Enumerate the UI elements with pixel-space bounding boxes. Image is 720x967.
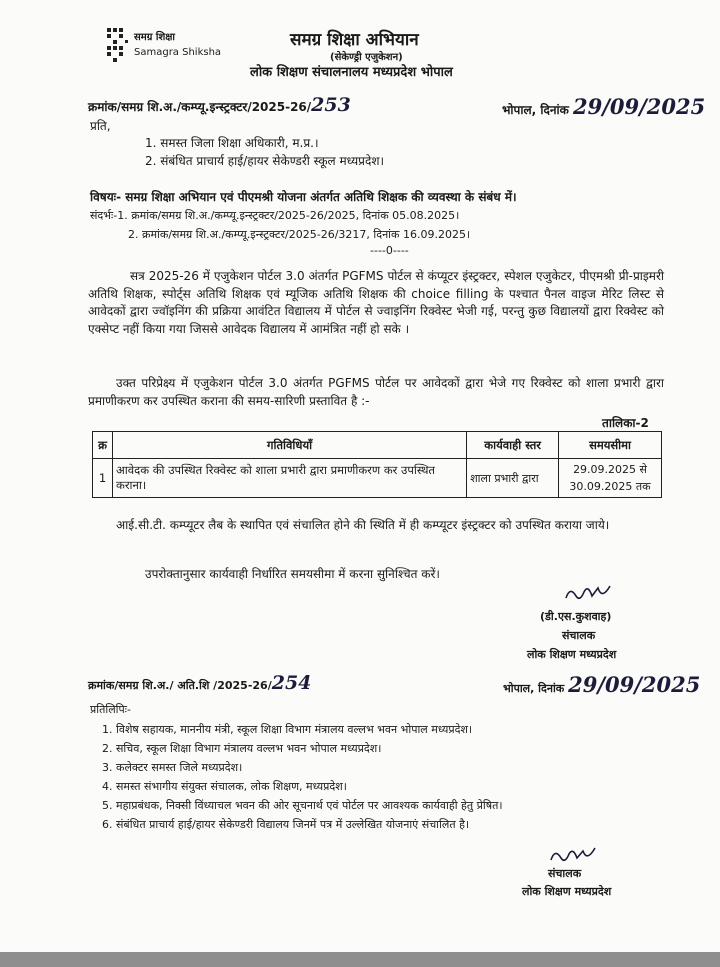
signatory-designation: संचालक	[562, 629, 596, 642]
bottom-edge	[0, 952, 720, 967]
table-caption: तालिका-2	[602, 416, 649, 430]
copy-to-item: 4. समस्त संभागीय संयुक्त संचालक, लोक शिक्षण, मध्यप्रदेश।	[102, 780, 347, 793]
copy-to-item: 1. विशेष सहायक, माननीय मंत्री, स्कूल शिक्षा विभाग मंत्रालय वल्लभ भवन भोपाल मध्यप्रदेश।	[102, 723, 473, 736]
body-paragraph: उपरोक्तानुसार कार्यवाही निर्धारित समयसीमा में करना सुनिश्चित करें।	[145, 567, 440, 581]
addressee-item: 1. समस्त जिला शिक्षा अधिकारी, म.प्र.।	[145, 136, 319, 150]
addressee-label: प्रति,	[90, 119, 111, 133]
reference-number: क्रमांक/समग्र शि.अ./ अति.शि /2025-26/	[88, 679, 272, 692]
letter-date	[503, 672, 700, 697]
column-header: क्र	[93, 432, 113, 459]
logo-text-hindi: समग्र शिक्षा	[134, 32, 176, 43]
reference-number: क्रमांक/समग्र शि.अ./कम्प्यू.इन्स्ट्रक्टर/2025-26/	[88, 100, 312, 114]
logo-mark-icon	[104, 25, 130, 67]
cell-serial: 1	[93, 459, 113, 498]
copy-to-label: प्रतिलिपिः-	[90, 703, 131, 716]
schedule-table	[92, 431, 662, 498]
handwritten-reference: 254	[271, 672, 312, 694]
deadline-end: 30.09.2025 तक	[569, 480, 651, 493]
table-row	[93, 459, 662, 498]
table-header-row	[93, 432, 662, 459]
cell-deadline	[559, 459, 662, 498]
organization-title: समग्र शिक्षा अभियान	[290, 30, 419, 50]
column-header: समयसीमा	[559, 432, 662, 459]
copy-to-item: 6. संबंधित प्राचार्य हाई/हायर सेकेण्डरी विद्यालय जिनमें पत्र में उल्लेखित योजनाएं संचालित है।	[102, 818, 470, 831]
signatory-office: लोक शिक्षण मध्यप्रदेश	[527, 648, 617, 661]
subject-line: विषयः- समग्र शिक्षा अभियान एवं पीएमश्री योजना अंतर्गत अतिथि शिक्षक की व्यवस्था के संबंध में।	[90, 190, 517, 204]
organization-subtitle: (सेकेण्ड्री एजुकेशन)	[330, 52, 403, 63]
column-header: कार्यवाही स्तर	[467, 432, 559, 459]
signatory-name: (डी.एस.कुशवाह)	[540, 610, 612, 623]
copy-to-item: 5. महाप्रबंधक, निक्सी विंध्याचल भवन की ओर सूचनार्थ एवं पोर्टल पर आवश्यक कार्यवाही हेतु प्रेषित।	[102, 799, 503, 812]
separator: ----0----	[370, 244, 409, 257]
date-label: भोपाल, दिनांक	[503, 682, 565, 695]
handwritten-date: 29/09/2025	[573, 94, 706, 119]
letter-date	[502, 94, 705, 119]
copy-to-item: 3. कलेक्टर समस्त जिले मध्यप्रदेश।	[102, 761, 243, 774]
deadline-start: 29.09.2025 से	[573, 463, 647, 476]
body-paragraph: उक्त परिप्रेक्ष्य में एजुकेशन पोर्टल 3.0 अंतर्गत PGFMS पोर्टल पर आवेदकों द्वारा भेजे गए रिक्वेस्ट को शाला प्रभारी द्वारा प्रमाणीकरण कर उपस्थित कराना की समय-सारिणी प्रस्तावित है :-	[88, 376, 664, 408]
samagra-shiksha-logo	[104, 25, 224, 70]
body-paragraph: सत्र 2025-26 में एजुकेशन पोर्टल 3.0 अंतर्गत PGFMS पोर्टल से कंप्यूटर इंस्ट्रक्टर, स्पेशल एजुकेटर, पीएमश्री प्री-प्राइमरी अतिथि शिक्षक, स्पोर्ट्स अतिथि शिक्षक एवं म्यूजिक अतिथि शिक्षक की choice filling के पश्चात पैनल वाइज मेरिट लिस्ट से आवेदकों द्वारा ज्वॉइनिंग की प्रक्रिया आवंटित विद्यालय में पोर्टल से ज्वाइनिंग रिक्वेस्ट भेजी गई, परन्तु कुछ विद्यालयों द्वारा रिक्वेस्ट को एक्सेप्ट नहीं किया गया जिससे आवेदक विद्यालय में आमंत्रित नहीं हो सके ।	[88, 269, 664, 336]
letter-reference	[88, 672, 311, 694]
body-paragraph: आई.सी.टी. कम्प्यूटर लैब के स्थापित एवं संचालित होने की स्थिति में ही कम्प्यूटर इंस्ट्रक्टर को उपस्थित कराया जाये।	[116, 518, 610, 532]
reference-item: 2. क्रमांक/समग्र शि.अ./कम्प्यू.इन्स्ट्रक्टर/2025-26/3217, दिनांक 16.09.2025।	[128, 228, 471, 241]
addressee-item: 2. संबंधित प्राचार्य हाई/हायर सेकेण्डरी स्कूल मध्यप्रदेश।	[145, 154, 385, 168]
letter-reference	[88, 94, 351, 116]
signature-icon	[560, 578, 620, 608]
cell-level: शाला प्रभारी द्वारा	[467, 459, 559, 498]
column-header: गतिविधियाँ	[112, 432, 466, 459]
signatory-office: लोक शिक्षण मध्यप्रदेश	[522, 885, 612, 898]
date-label: भोपाल, दिनांक	[502, 103, 569, 117]
department-name: लोक शिक्षण संचालनालय मध्यप्रदेश भोपाल	[250, 65, 453, 80]
signatory-designation: संचालक	[548, 867, 582, 880]
cell-activity: आवेदक की उपस्थित रिक्वेस्ट को शाला प्रभारी द्वारा प्रमाणीकरण कर उपस्थित कराना।	[112, 459, 466, 498]
handwritten-date: 29/09/2025	[568, 672, 701, 697]
copy-to-item: 2. सचिव, स्कूल शिक्षा विभाग मंत्रालय वल्लभ भवन भोपाल मध्यप्रदेश।	[102, 742, 382, 755]
logo-text-english: Samagra Shiksha	[134, 47, 222, 58]
handwritten-reference: 253	[311, 94, 351, 116]
reference-item: संदर्भः-1. क्रमांक/समग्र शि.अ./कम्प्यू.इन्स्ट्रक्टर/2025-26/2025, दिनांक 05.08.2025।	[90, 209, 460, 222]
